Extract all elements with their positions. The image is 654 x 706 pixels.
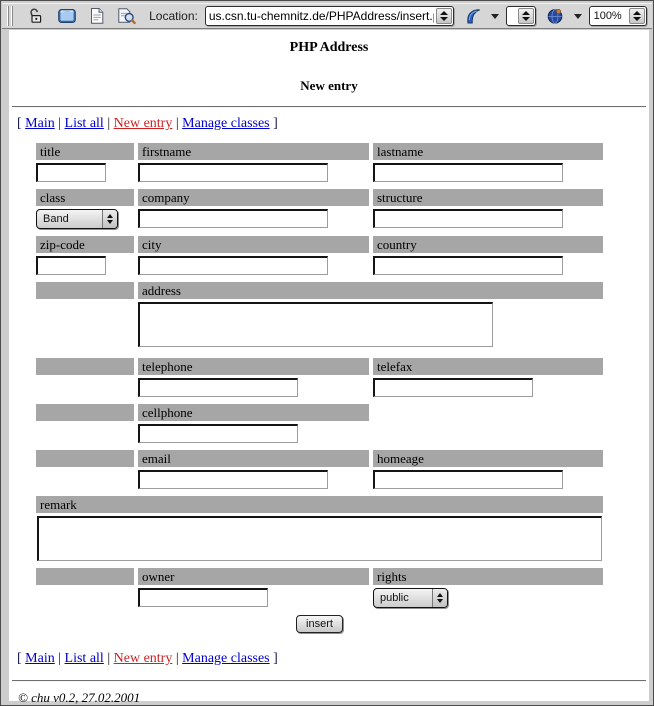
go-swoosh-icon	[463, 6, 483, 26]
input-row-location	[36, 256, 603, 275]
view-document-button[interactable]	[85, 5, 108, 27]
firstname-header: firstname	[138, 143, 369, 160]
spinner-up-icon	[522, 11, 530, 15]
input-row-phone	[36, 378, 603, 397]
nav-separator: |	[175, 651, 179, 666]
empty-header-cell	[36, 358, 134, 375]
nav-link-manage-classes[interactable]: Manage classes	[182, 116, 270, 131]
page-subtitle: New entry	[300, 78, 358, 93]
browser-toolbar	[2, 3, 652, 29]
header-row-name	[36, 143, 603, 160]
search-document-icon	[117, 7, 137, 25]
find-button[interactable]	[116, 5, 139, 27]
nav-link-main[interactable]: Main	[25, 116, 55, 131]
nav-link-new-entry[interactable]: New entry	[113, 651, 173, 666]
homeage-header: homeage	[373, 450, 603, 467]
zoom-spinner[interactable]	[629, 8, 645, 24]
spinner-down-icon	[437, 599, 443, 603]
company-input[interactable]	[138, 209, 328, 228]
browse-web-button[interactable]	[543, 5, 566, 27]
spinner-down-icon	[633, 17, 641, 21]
header-row-cellphone	[36, 404, 603, 421]
bottom-divider	[12, 680, 646, 681]
new-window-button[interactable]	[55, 5, 78, 27]
nav-open-bracket: [	[17, 651, 22, 666]
nav-open-bracket: [	[17, 116, 22, 131]
security-button[interactable]	[25, 5, 48, 27]
toolbar-grip-handle[interactable]	[7, 6, 16, 26]
spinner-down-icon	[440, 17, 448, 21]
input-row-cellphone	[36, 424, 603, 443]
header-row-company	[36, 189, 603, 206]
location-input[interactable]	[206, 9, 435, 23]
unlock-icon	[27, 7, 45, 25]
history-mini-spinner[interactable]	[518, 8, 534, 24]
rights-select[interactable]	[373, 588, 448, 608]
structure-input[interactable]	[373, 209, 563, 228]
country-header: country	[373, 236, 603, 253]
empty-header-cell	[36, 450, 134, 467]
insert-button[interactable]: insert	[296, 615, 343, 633]
spinner-up-icon	[440, 11, 448, 15]
cellphone-input[interactable]	[138, 424, 298, 443]
city-header: city	[138, 236, 369, 253]
nav-link-main[interactable]: Main	[25, 651, 55, 666]
city-input[interactable]	[138, 256, 328, 275]
class-header: class	[36, 189, 134, 206]
page-content	[9, 30, 649, 705]
spinner-down-icon	[522, 17, 530, 21]
zoom-combo	[589, 6, 647, 26]
rights-select-spinner	[432, 589, 447, 607]
globe-icon	[546, 7, 564, 25]
history-mini-input[interactable]	[507, 9, 517, 23]
nav-link-new-entry[interactable]: New entry	[113, 116, 173, 131]
rights-header: rights	[373, 568, 603, 585]
telefax-header: telefax	[373, 358, 603, 375]
nav-link-manage-classes[interactable]: Manage classes	[182, 651, 270, 666]
header-row-email	[36, 450, 603, 467]
empty-header-cell	[36, 404, 134, 421]
telephone-input[interactable]	[138, 378, 298, 397]
country-input[interactable]	[373, 256, 563, 275]
spinner-up-icon	[107, 214, 113, 218]
input-row-owner	[36, 588, 603, 608]
email-input[interactable]	[138, 470, 328, 489]
input-row-remark	[36, 516, 603, 561]
nav-close-bracket: ]	[273, 116, 278, 131]
title-input[interactable]	[36, 163, 106, 182]
nav-link-list-all[interactable]: List all	[64, 651, 104, 666]
firstname-input[interactable]	[138, 163, 328, 182]
spinner-up-icon	[633, 11, 641, 15]
class-select-spinner	[102, 210, 117, 228]
zoom-value: 100%	[593, 10, 622, 22]
header-row-location	[36, 236, 603, 253]
class-select-value: Band	[43, 213, 69, 225]
top-divider	[12, 106, 646, 107]
zip-code-input[interactable]	[36, 256, 106, 275]
top-nav	[17, 116, 649, 132]
telephone-header: telephone	[138, 358, 369, 375]
input-row-name	[36, 163, 603, 182]
remark-textarea[interactable]	[37, 516, 602, 561]
homeage-input[interactable]	[373, 470, 563, 489]
input-row-email	[36, 470, 603, 489]
document-icon	[89, 7, 105, 25]
nav-separator: |	[107, 651, 111, 666]
nav-separator: |	[175, 116, 179, 131]
browse-dropdown-caret[interactable]	[574, 14, 582, 19]
spinner-up-icon	[437, 593, 443, 597]
telefax-input[interactable]	[373, 378, 533, 397]
page-title: PHP Address	[289, 40, 369, 55]
header-row-address	[36, 282, 603, 299]
empty-header-cell	[36, 568, 134, 585]
empty-header-cell	[36, 282, 134, 299]
input-row-address	[36, 302, 603, 351]
nav-separator: |	[107, 116, 111, 131]
bottom-nav	[17, 651, 649, 667]
history-mini-combo	[506, 6, 536, 26]
structure-header: structure	[373, 189, 603, 206]
spinner-down-icon	[107, 220, 113, 224]
window-icon	[57, 7, 77, 25]
title-header: title	[36, 143, 134, 160]
remark-header: remark	[36, 496, 603, 513]
cellphone-header: cellphone	[138, 404, 369, 421]
copyright-footer: © chu v0.2, 27.02.2001	[18, 690, 141, 705]
rights-select-value: public	[380, 592, 409, 604]
header-row-phone	[36, 358, 603, 375]
nav-close-bracket: ]	[273, 651, 278, 666]
go-button[interactable]	[461, 5, 484, 27]
lastname-header: lastname	[373, 143, 603, 160]
nav-link-list-all[interactable]: List all	[64, 116, 104, 131]
nav-separator: |	[58, 116, 62, 131]
owner-header: owner	[138, 568, 369, 585]
new-entry-form	[36, 143, 603, 633]
email-header: email	[138, 450, 369, 467]
input-row-company	[36, 209, 603, 229]
zip-code-header: zip-code	[36, 236, 134, 253]
owner-input[interactable]	[138, 588, 268, 607]
header-row-owner	[36, 568, 603, 585]
submit-row	[36, 615, 603, 633]
header-row-remark	[36, 496, 603, 513]
location-history-spinner[interactable]	[436, 8, 452, 24]
lastname-input[interactable]	[373, 163, 563, 182]
company-header: company	[138, 189, 369, 206]
location-label: Location:	[149, 9, 198, 23]
go-dropdown-caret[interactable]	[491, 14, 499, 19]
class-select[interactable]	[36, 209, 118, 229]
location-combo	[205, 6, 454, 26]
nav-separator: |	[58, 651, 62, 666]
address-header: address	[138, 282, 603, 299]
address-textarea[interactable]	[138, 302, 493, 347]
